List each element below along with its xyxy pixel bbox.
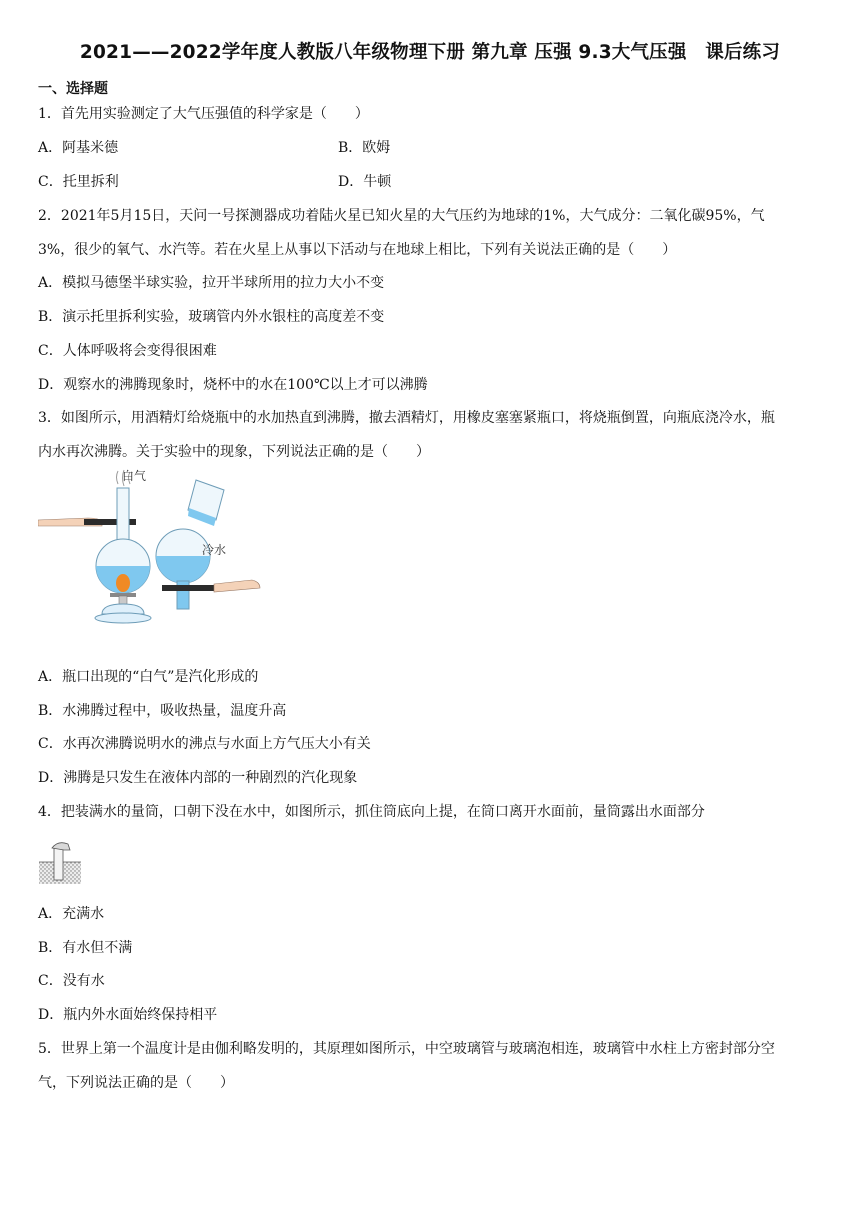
q1-stem: 1．首先用实验测定了大气压强值的科学家是（ ）	[38, 106, 369, 122]
steam-label: 白气	[122, 469, 147, 483]
q3-option-a: A．瓶口出现的“白气”是汽化形成的	[38, 669, 259, 685]
page-title: 2021——2022学年度人教版八年级物理下册 第九章 压强 9.3大气压强 课后练习	[79, 42, 781, 63]
q4-option-a: A．充满水	[38, 906, 105, 922]
q2-option-d: D．观察水的沸腾现象时，烧杯中的水在100℃以上才可以沸腾	[38, 377, 428, 393]
cold-water-label: 冷水	[202, 543, 227, 557]
lamp-base	[95, 613, 151, 623]
q3-option-c: C．水再次沸腾说明水的沸点与水面上方气压大小有关	[38, 736, 371, 752]
right-hand	[214, 580, 260, 592]
q2-stem-line1: 2．2021年5月15日，天问一号探测器成功着陆火星已知火星的大气压约为地球的1%，大气成分：二氧化碳95%，气	[38, 208, 765, 224]
boiling-flask-figure	[38, 468, 268, 626]
q3-stem-line1: 3．如图所示，用酒精灯给烧瓶中的水加热直到沸腾，撤去酒精灯，用橡皮塞塞紧瓶口，将烧瓶倒置，向瓶底浇冷水，瓶	[38, 410, 775, 426]
right-clamp-bar	[162, 585, 218, 591]
q1-option-d: D．牛顿	[338, 174, 392, 190]
q1-option-c: C．托里拆利	[38, 174, 119, 190]
q1-option-a: A．阿基米德	[38, 140, 119, 156]
q4-option-c: C．没有水	[38, 973, 105, 989]
q4-stem: 4．把装满水的量筒，口朝下没在水中，如图所示，抓住筒底向上提，在筒口离开水面前，量筒露出水面部分	[38, 804, 705, 820]
q2-option-c: C．人体呼吸将会变得很困难	[38, 343, 217, 359]
q2-option-a: A．模拟马德堡半球实验，拉开半球所用的拉力大小不变	[38, 275, 385, 291]
flame	[116, 574, 130, 592]
lamp-wick	[119, 596, 127, 604]
q5-stem-line2: 气，下列说法正确的是（ ）	[38, 1075, 234, 1091]
q5-stem-line1: 5．世界上第一个温度计是由伽利略发明的，其原理如图所示，中空玻璃管与玻璃泡相连，玻璃管中水柱上方密封部分空	[38, 1041, 775, 1057]
q3-option-d: D．沸腾是只发生在液体内部的一种剧烈的汽化现象	[38, 770, 358, 786]
q1-option-b: B．欧姆	[338, 140, 391, 156]
q2-stem-line2: 3%，很少的氧气、水汽等。若在火星上从事以下活动与在地球上相比，下列有关说法正确的是（ ）	[38, 242, 677, 258]
q3-option-b: B．水沸腾过程中，吸收热量，温度升高	[38, 703, 287, 719]
right-flask-water	[156, 556, 210, 583]
q4-option-d: D．瓶内外水面始终保持相平	[38, 1007, 218, 1023]
cylinder	[54, 848, 63, 880]
section-heading: 一、选择题	[38, 81, 108, 97]
q4-option-b: B．有水但不满	[38, 940, 133, 956]
measuring-cylinder-figure	[38, 838, 82, 888]
left-flask-neck	[117, 488, 129, 546]
q2-option-b: B．演示托里拆利实验，玻璃管内外水银柱的高度差不变	[38, 309, 385, 325]
q3-stem-line2: 内水再次沸腾。关于实验中的现象，下列说法正确的是（ ）	[38, 444, 430, 460]
